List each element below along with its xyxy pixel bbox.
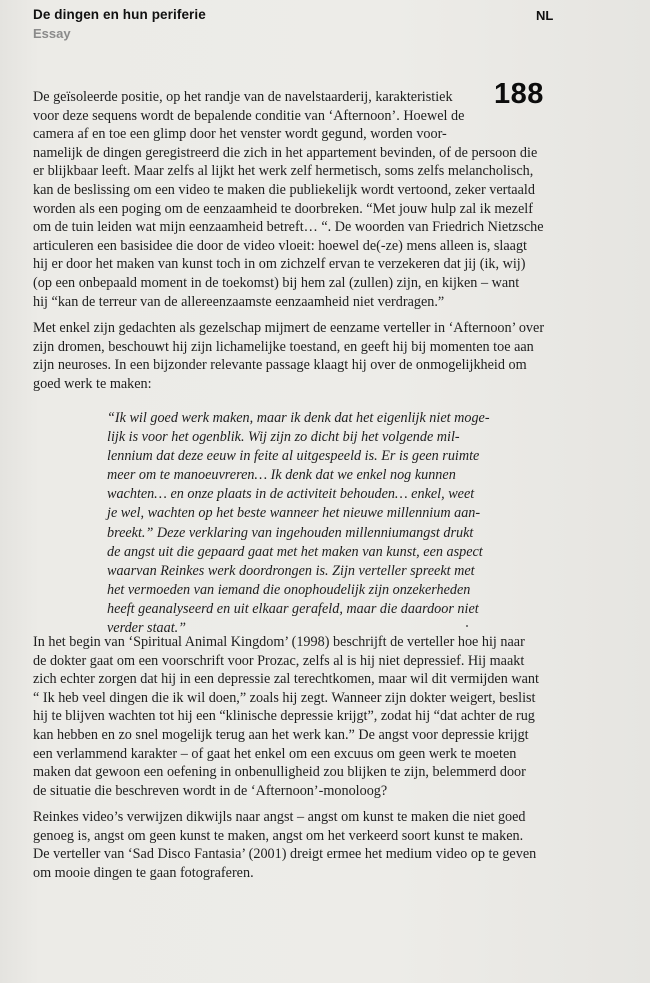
quote-line: je wel, wachten op het beste wanneer het nieuwe millennium aan- xyxy=(107,505,481,522)
page-number: 188 xyxy=(494,78,544,110)
text-line: zijn dromen, beschouwt hij zijn lichamelijke toestand, en geeft hij bij momenten toe aan xyxy=(33,338,534,355)
quote-line: lennium dat deze eeuw in feite al uitgespeeld is. Er is geen ruimte xyxy=(107,448,480,465)
quote-line: wachten… en onze plaats in de activiteit behouden… enkel, weet xyxy=(107,486,475,503)
text-line: worden als een poging om de eenzaamheid te doorbreken. “Met jouw hulp zal ik mezelf xyxy=(33,200,533,217)
text-line: maken dat gewoon een oefening in onbenulligheid zou blijken te zijn, belemmerd door xyxy=(33,764,526,781)
text-line: er blijkbaar leeft. Maar zelfs al lijkt het werk zelf hermetisch, soms zelfs melancholisch, xyxy=(33,163,534,180)
language-label: NL xyxy=(536,8,554,23)
text-line: namelijk de dingen geregistreerd die zich in het appartement bevinden, of de persoon die xyxy=(33,144,538,161)
text-line: om mooie dingen te gaan fotograferen. xyxy=(33,864,254,881)
quote-line: lijk is voor het ogenblik. Wij zijn zo dicht bij het volgende mil- xyxy=(107,429,460,446)
text-line: de dokter gaat om een voorschrift voor Prozac, zelfs al is hij niet depressief. Hij maakt xyxy=(33,652,525,669)
block-quote xyxy=(107,409,490,638)
paragraph-3 xyxy=(33,633,539,800)
quote-line: heeft geanalyseerd en uit elkaar gerafeld, maar die daardoor niet xyxy=(107,600,479,617)
paragraph-1 xyxy=(33,88,544,311)
text-line: goed werk te maken: xyxy=(33,375,152,392)
text-line: voor deze sequens wordt de bepalende conditie van ‘Afternoon’. Hoewel de xyxy=(33,107,465,124)
paragraph-4 xyxy=(33,808,536,882)
quote-line: waarvan Reinkes werk doordrongen is. Zijn verteller spreekt met xyxy=(107,562,475,579)
text-line: genoeg is, angst om geen kunst te maken, angst om het verkeerd soort kunst te maken. xyxy=(33,827,524,844)
text-line: kan hebben en zo snel mogelijk terug aan het werk kan.” De angst voor depressie krijgt xyxy=(33,726,529,743)
quote-line: breekt.” Deze verklaring van ingehouden millenniumangst drukt xyxy=(107,524,474,541)
text-line: “ Ik heb veel dingen die ik wil doen,” zoals hij zegt. Wanneer zijn dokter weigert, beslist xyxy=(33,689,536,706)
text-line: een verlammend karakter – of gaat het enkel om een excuus om geen werk te moeten xyxy=(33,745,517,762)
text-line: camera af en toe een glimp door het venster wordt gegund, worden voor- xyxy=(33,126,447,143)
paragraph-2 xyxy=(33,319,544,393)
text-line: hij “kan de terreur van de allereenzaamste eenzaamheid niet verdragen.” xyxy=(33,293,445,310)
text-line: Reinkes video’s verwijzen dikwijls naar angst – angst om kunst te maken die niet goed xyxy=(33,809,526,825)
text-line: hij te blijven wachten tot hij een “klinische depressie krijgt”, zodat hij “dat achter de rug xyxy=(33,708,535,725)
text-line: In het begin van ‘Spiritual Animal Kingdom’ (1998) beschrijft de verteller hoe hij naar xyxy=(33,634,525,650)
running-header-title: De dingen en hun periferie xyxy=(33,7,206,22)
quote-line: verder staat.” xyxy=(107,620,187,637)
text-line: (op een onbepaald moment in de toekomst) bij hem zal (zullen) zijn, en kijken – want xyxy=(33,274,520,291)
text-line: hij er door het maken van kunst toch in om zichzelf ervan te verzekeren dat jij (ik, wij) xyxy=(33,256,526,273)
quote-line: de angst uit die gepaard gaat met het maken van kunst, een aspect xyxy=(107,543,483,560)
text-line: om de tuin leiden wat mijn eenzaamheid betreft… “. De woorden van Friedrich Nietzsche xyxy=(33,219,544,236)
quote-line: het vermoeden van iemand die onophoudelijk zijn onzekerheden xyxy=(107,581,471,598)
text-line: de situatie die beschreven wordt in de ‘Afternoon’-monoloog? xyxy=(33,782,388,799)
quote-line: meer om te manoeuvreren… Ik denk dat we enkel nog kunnen xyxy=(107,467,456,484)
text-line: kan de beslissing om een video te maken die publiekelijk wordt vertoond, zeker vertaald xyxy=(33,181,535,198)
quote-line: “Ik wil goed werk maken, maar ik denk dat het eigenlijk niet moge- xyxy=(107,410,490,426)
text-line: zich echter zorgen dat hij in een depressie zal terechtkomen, maar wil dit vermijden want xyxy=(33,671,539,688)
text-line: articuleren een basisidee die door de video vloeit: hoewel de(-ze) mens alleen is, slaagt xyxy=(33,237,527,254)
running-header-section: Essay xyxy=(33,26,71,41)
text-line: De geïsoleerde positie, op het randje van de navelstaarderij, karakteristiek xyxy=(33,89,453,105)
print-speck xyxy=(466,625,468,627)
text-line: De verteller van ‘Sad Disco Fantasia’ (2001) dreigt ermee het medium video op te geven xyxy=(33,846,537,863)
text-line: zijn neuroses. In een bijzonder relevante passage klaagt hij over de onmogelijkheid om xyxy=(33,357,527,374)
text-line: Met enkel zijn gedachten als gezelschap mijmert de eenzame verteller in ‘Afternoon’ over xyxy=(33,320,545,336)
